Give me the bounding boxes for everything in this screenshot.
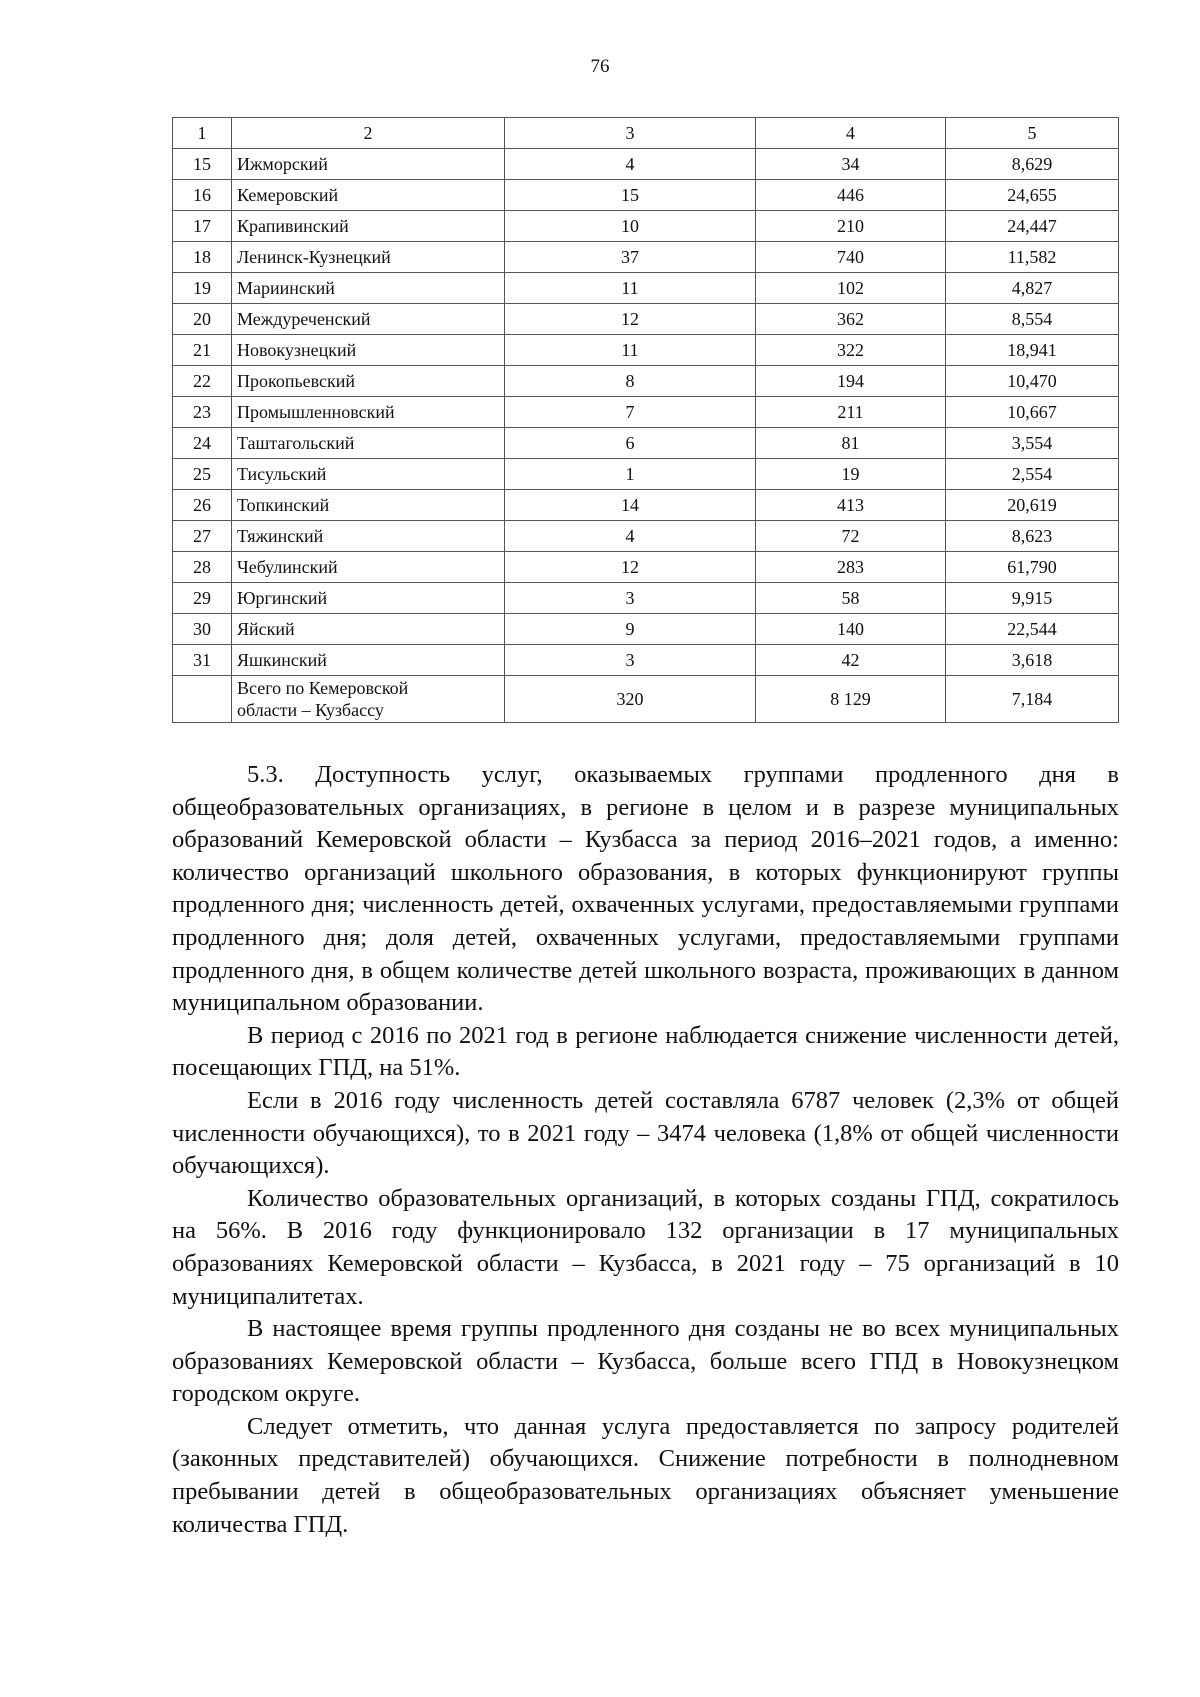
table-row bbox=[173, 273, 1119, 304]
col3-value-cell: 37 bbox=[505, 242, 756, 273]
table-row bbox=[173, 180, 1119, 211]
total-col5-cell: 7,184 bbox=[946, 676, 1119, 723]
table-row bbox=[173, 459, 1119, 490]
row-number-cell: 24 bbox=[173, 428, 232, 459]
table-row bbox=[173, 521, 1119, 552]
paragraph: В период с 2016 по 2021 год в регионе наблюдается снижение численности детей, посещающих ГПД, на 51%. bbox=[172, 1021, 1119, 1082]
municipality-name-cell: Юргинский bbox=[232, 583, 505, 614]
col4-value-cell: 42 bbox=[756, 645, 946, 676]
municipality-name-cell: Крапивинский bbox=[232, 211, 505, 242]
row-number-cell: 22 bbox=[173, 366, 232, 397]
table-row bbox=[173, 211, 1119, 242]
row-number-cell: 17 bbox=[173, 211, 232, 242]
col5-value-cell: 9,915 bbox=[946, 583, 1119, 614]
municipality-name-cell: Чебулинский bbox=[232, 552, 505, 583]
col4-value-cell: 362 bbox=[756, 304, 946, 335]
paragraph: Если в 2016 году численность детей составляла 6787 человек (2,3% от общей численности обучающихся), то в 2021 году – 3474 человека (1,8% от общей численности обучающихся). bbox=[172, 1086, 1119, 1180]
col5-value-cell: 10,470 bbox=[946, 366, 1119, 397]
col4-value-cell: 34 bbox=[756, 149, 946, 180]
col5-value-cell: 24,447 bbox=[946, 211, 1119, 242]
municipality-name-cell: Новокузнецкий bbox=[232, 335, 505, 366]
col5-value-cell: 8,623 bbox=[946, 521, 1119, 552]
col5-value-cell: 20,619 bbox=[946, 490, 1119, 521]
col3-value-cell: 12 bbox=[505, 552, 756, 583]
table-row bbox=[173, 490, 1119, 521]
table-row bbox=[173, 242, 1119, 273]
row-number-cell: 15 bbox=[173, 149, 232, 180]
col4-value-cell: 210 bbox=[756, 211, 946, 242]
col4-value-cell: 283 bbox=[756, 552, 946, 583]
col4-value-cell: 194 bbox=[756, 366, 946, 397]
municipal-statistics-table bbox=[172, 117, 1119, 723]
paragraph: Следует отметить, что данная услуга предоставляется по запросу родителей (законных представителей) обучающихся. Снижение потребности в полнодневном пребывании детей в общеобразовательных организациях объясняет уменьшение количества ГПД. bbox=[172, 1412, 1119, 1538]
total-label-cell bbox=[232, 676, 505, 723]
col3-value-cell: 12 bbox=[505, 304, 756, 335]
table-total-row bbox=[173, 676, 1119, 723]
col5-value-cell: 3,618 bbox=[946, 645, 1119, 676]
paragraph: В настоящее время группы продленного дня созданы не во всех муниципальных образованиях Кемеровской области – Кузбасса, больше всего ГПД в Новокузнецком городском округе. bbox=[172, 1315, 1119, 1408]
col5-value-cell: 10,667 bbox=[946, 397, 1119, 428]
municipality-name-cell: Яйский bbox=[232, 614, 505, 645]
municipality-name-cell: Мариинский bbox=[232, 273, 505, 304]
municipality-name-cell: Прокопьевский bbox=[232, 366, 505, 397]
row-number-cell: 19 bbox=[173, 273, 232, 304]
header-cell: 2 bbox=[232, 118, 505, 149]
col4-value-cell: 446 bbox=[756, 180, 946, 211]
header-cell: 4 bbox=[756, 118, 946, 149]
table-row bbox=[173, 366, 1119, 397]
paragraph: 5.3. Доступность услуг, оказываемых группами продленного дня в общеобразовательных организациях, в регионе в целом и в разрезе муниципальных образований Кемеровской области – Кузбасса за период 2016–2021 годов, а именно: количество организаций школьного образования, в которых функционируют группы продленного дня; численность детей, охваченных услугами, предоставляемыми группами продленного дня; доля детей, охваченных услугами, предоставляемыми группами продленного дня, в общем количестве детей школьного возраста, проживающих в данном муниципальном образовании. bbox=[172, 761, 1119, 1017]
table-body bbox=[173, 118, 1119, 723]
municipality-name-cell: Тисульский bbox=[232, 459, 505, 490]
body-text bbox=[172, 759, 1119, 1541]
row-number-cell: 16 bbox=[173, 180, 232, 211]
col3-value-cell: 3 bbox=[505, 583, 756, 614]
municipality-name-cell: Таштагольский bbox=[232, 428, 505, 459]
col5-value-cell: 8,554 bbox=[946, 304, 1119, 335]
total-col3-cell: 320 bbox=[505, 676, 756, 723]
col3-value-cell: 3 bbox=[505, 645, 756, 676]
row-number-cell: 18 bbox=[173, 242, 232, 273]
header-cell: 3 bbox=[505, 118, 756, 149]
row-number-cell: 20 bbox=[173, 304, 232, 335]
col4-value-cell: 72 bbox=[756, 521, 946, 552]
col3-value-cell: 6 bbox=[505, 428, 756, 459]
table-row bbox=[173, 428, 1119, 459]
municipality-name-cell: Тяжинский bbox=[232, 521, 505, 552]
total-label-line: области – Кузбассу bbox=[237, 700, 384, 720]
municipality-name-cell: Ижморский bbox=[232, 149, 505, 180]
col3-value-cell: 11 bbox=[505, 273, 756, 304]
table-row bbox=[173, 583, 1119, 614]
col5-value-cell: 22,544 bbox=[946, 614, 1119, 645]
total-col4-cell: 8 129 bbox=[756, 676, 946, 723]
col3-value-cell: 10 bbox=[505, 211, 756, 242]
col5-value-cell: 11,582 bbox=[946, 242, 1119, 273]
col4-value-cell: 19 bbox=[756, 459, 946, 490]
col5-value-cell: 4,827 bbox=[946, 273, 1119, 304]
col3-value-cell: 15 bbox=[505, 180, 756, 211]
row-number-cell: 29 bbox=[173, 583, 232, 614]
header-cell: 5 bbox=[946, 118, 1119, 149]
row-number-cell: 27 bbox=[173, 521, 232, 552]
header-cell: 1 bbox=[173, 118, 232, 149]
row-number-cell: 26 bbox=[173, 490, 232, 521]
table-row bbox=[173, 614, 1119, 645]
col4-value-cell: 81 bbox=[756, 428, 946, 459]
col4-value-cell: 211 bbox=[756, 397, 946, 428]
col4-value-cell: 322 bbox=[756, 335, 946, 366]
page-number: 76 bbox=[590, 56, 610, 77]
total-label-line: Всего по Кемеровской bbox=[237, 678, 409, 698]
col3-value-cell: 4 bbox=[505, 149, 756, 180]
row-number-cell: 30 bbox=[173, 614, 232, 645]
total-number-cell bbox=[173, 676, 232, 723]
col5-value-cell: 2,554 bbox=[946, 459, 1119, 490]
row-number-cell: 21 bbox=[173, 335, 232, 366]
municipality-name-cell: Кемеровский bbox=[232, 180, 505, 211]
col4-value-cell: 102 bbox=[756, 273, 946, 304]
col4-value-cell: 58 bbox=[756, 583, 946, 614]
table-row bbox=[173, 645, 1119, 676]
col3-value-cell: 7 bbox=[505, 397, 756, 428]
row-number-cell: 23 bbox=[173, 397, 232, 428]
col5-value-cell: 24,655 bbox=[946, 180, 1119, 211]
col3-value-cell: 4 bbox=[505, 521, 756, 552]
table-row bbox=[173, 335, 1119, 366]
col3-value-cell: 8 bbox=[505, 366, 756, 397]
row-number-cell: 31 bbox=[173, 645, 232, 676]
table-row bbox=[173, 304, 1119, 335]
municipality-name-cell: Яшкинский bbox=[232, 645, 505, 676]
col5-value-cell: 61,790 bbox=[946, 552, 1119, 583]
table-header-row bbox=[173, 118, 1119, 149]
row-number-cell: 25 bbox=[173, 459, 232, 490]
col3-value-cell: 1 bbox=[505, 459, 756, 490]
col5-value-cell: 8,629 bbox=[946, 149, 1119, 180]
col5-value-cell: 3,554 bbox=[946, 428, 1119, 459]
row-number-cell: 28 bbox=[173, 552, 232, 583]
table-row bbox=[173, 397, 1119, 428]
col3-value-cell: 14 bbox=[505, 490, 756, 521]
col3-value-cell: 11 bbox=[505, 335, 756, 366]
paragraph: Количество образовательных организаций, в которых созданы ГПД, сократилось на 56%. В 2016 году функционировало 132 организации в 17 муниципальных образованиях Кемеровской области – Кузбасса, в 2021 году – 75 организаций в 10 муниципалитетах. bbox=[172, 1184, 1119, 1310]
col4-value-cell: 140 bbox=[756, 614, 946, 645]
col3-value-cell: 9 bbox=[505, 614, 756, 645]
municipality-name-cell: Топкинский bbox=[232, 490, 505, 521]
municipality-name-cell: Ленинск-Кузнецкий bbox=[232, 242, 505, 273]
table-row bbox=[173, 149, 1119, 180]
col4-value-cell: 740 bbox=[756, 242, 946, 273]
municipality-name-cell: Промышленновский bbox=[232, 397, 505, 428]
municipality-name-cell: Междуреченский bbox=[232, 304, 505, 335]
col4-value-cell: 413 bbox=[756, 490, 946, 521]
col5-value-cell: 18,941 bbox=[946, 335, 1119, 366]
table-row bbox=[173, 552, 1119, 583]
